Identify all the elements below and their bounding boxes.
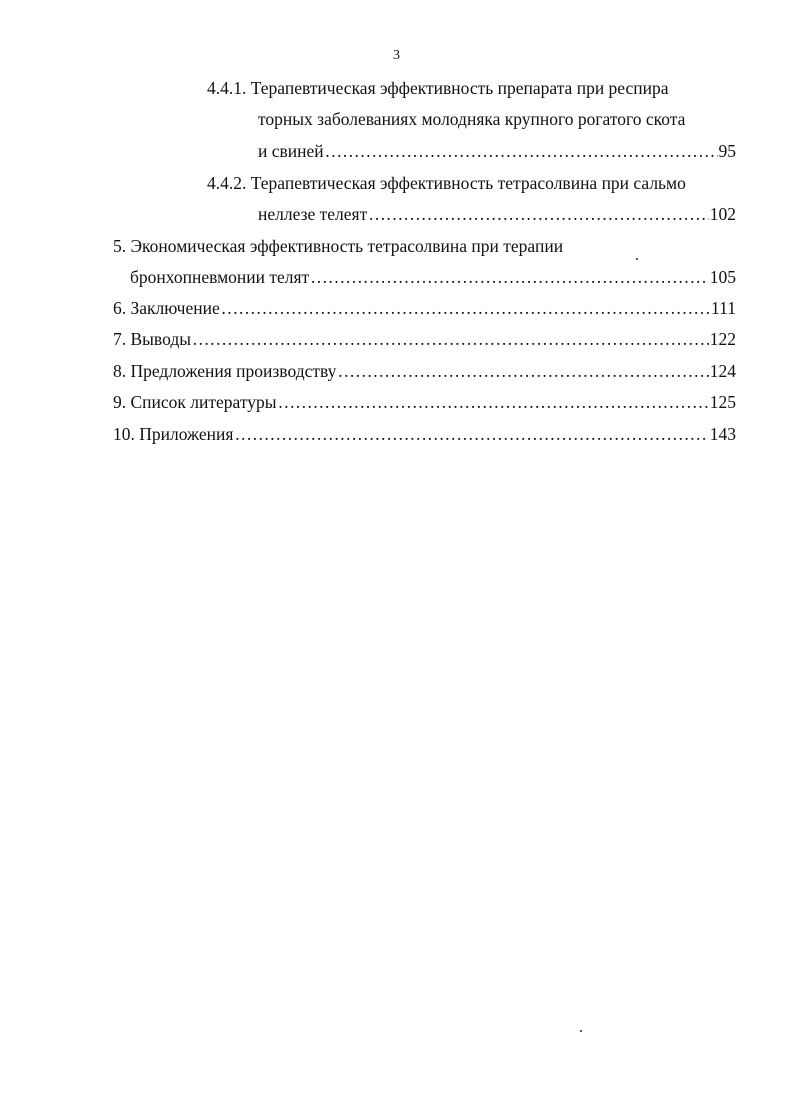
- scan-speck: [636, 258, 638, 260]
- toc-entry-5-title: бронхопневмонии телят: [130, 267, 310, 287]
- toc-entry-10-title: 10. Приложения: [113, 424, 234, 444]
- dot-leader: [278, 391, 709, 413]
- toc-entry-4-4-2-line2: [258, 203, 736, 225]
- toc-entry-4-4-1-page: 95: [718, 141, 736, 161]
- dot-leader: [221, 297, 710, 319]
- dot-leader: [310, 266, 709, 288]
- toc-entry-5-line2: [130, 266, 736, 288]
- dot-leader: [337, 360, 708, 382]
- dot-leader: [368, 203, 709, 225]
- toc-entry-8-page: 124: [709, 361, 736, 381]
- toc-entry-9-page: 125: [709, 392, 736, 412]
- toc-entry-8-title: 8. Предложения производству: [113, 361, 337, 381]
- dot-leader: [234, 423, 708, 445]
- toc-entry-4-4-1-line3: [258, 140, 736, 162]
- toc-entry-4-4-2-line1: 4.4.2. Терапевтическая эффективность тетрасолвина при сальмо: [207, 173, 686, 193]
- toc-entry-10: [113, 423, 736, 445]
- toc-entry-6-page: 111: [711, 298, 736, 318]
- toc-entry-4-4-1-line2: торных заболеваниях молодняка крупного рогатого скота: [258, 109, 686, 129]
- toc-entry-7-page: 122: [709, 329, 736, 349]
- toc-entry-4-4-1-title: и свиней: [258, 141, 324, 161]
- toc-entry-9-title: 9. Список литературы: [113, 392, 277, 412]
- toc-entry-6-title: 6. Заключение: [113, 298, 220, 318]
- toc-entry-7: [113, 328, 736, 350]
- dot-leader: [325, 140, 718, 162]
- toc-entry-4-4-2-page: 102: [709, 204, 736, 224]
- toc-entry-5-page: 105: [709, 267, 736, 287]
- toc-entry-7-title: 7. Выводы: [113, 329, 191, 349]
- dot-leader: [192, 328, 709, 350]
- scan-speck: [580, 1030, 582, 1032]
- toc-entry-4-4-2-title: неллезе телеят: [258, 204, 368, 224]
- toc-entry-6: [113, 297, 736, 319]
- toc-entry-4-4-1-line1: 4.4.1. Терапевтическая эффективность препарата при респира: [207, 78, 669, 98]
- page-number: 3: [393, 48, 400, 63]
- toc-entry-8: [113, 360, 736, 382]
- toc-entry-5-line1: 5. Экономическая эффективность тетрасолвина при терапии: [113, 236, 564, 256]
- toc-entry-10-page: 143: [709, 424, 736, 444]
- toc-entry-9: [113, 391, 736, 413]
